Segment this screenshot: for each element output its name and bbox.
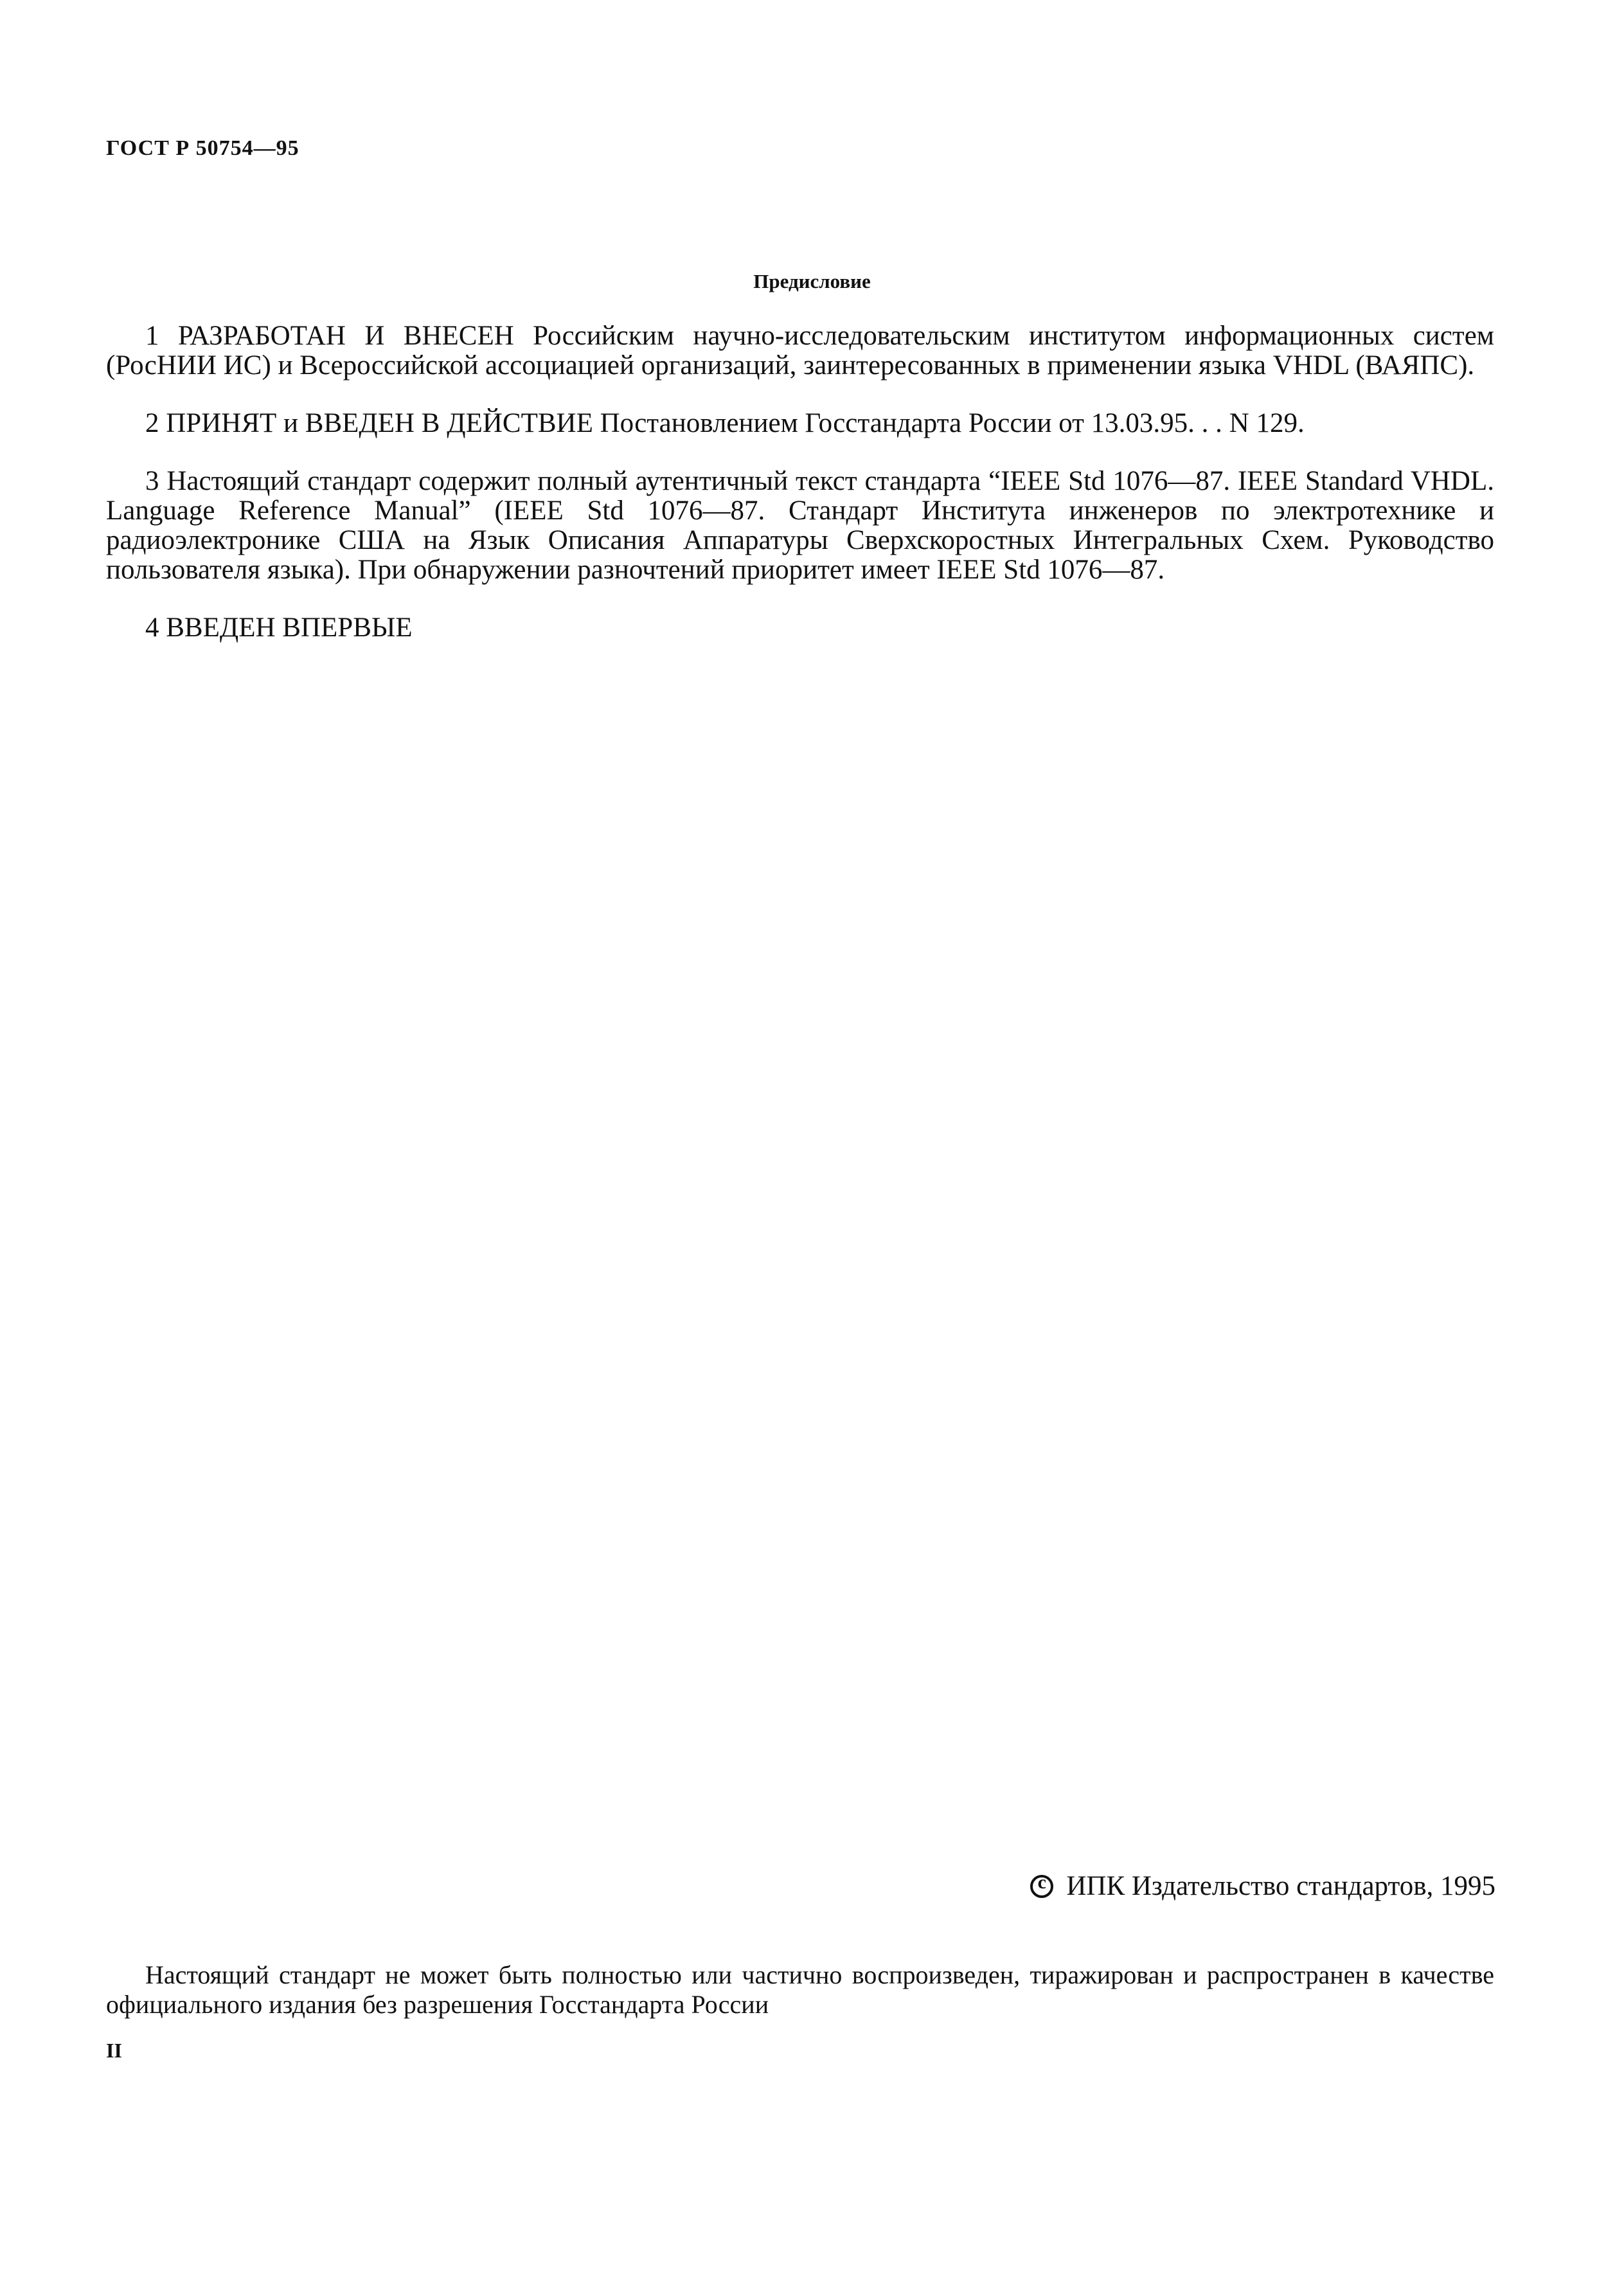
foreword-paragraph-1: 1 РАЗРАБОТАН И ВНЕСЕН Российским научно-исследовательским институтом информационных систем (РосНИИ ИС) и Всероссийской ассоциацией организаций, заинтересованных в применении языка VHDL (ВАЯПС). — [106, 321, 1494, 380]
foreword-title: Предисловие — [753, 270, 871, 292]
page-number: II — [106, 2039, 122, 2062]
copyright-icon — [1030, 1875, 1053, 1898]
foreword-paragraph-4: 4 ВВЕДЕН ВПЕРВЫЕ — [145, 613, 413, 643]
copyright-text: ИПК Издательство стандартов, 1995 — [1066, 1871, 1495, 1901]
reproduction-notice-text: Настоящий стандарт не может быть полностью или частично воспроизведен, тиражирован и распространен в качестве официального издания без разрешения Госстандарта России — [106, 1960, 1494, 2019]
copyright-line — [1030, 1870, 1495, 1902]
foreword-body — [106, 321, 1494, 671]
document-code: ГОСТ Р 50754—95 — [106, 136, 299, 160]
foreword-paragraph-3: 3 Настоящий стандарт содержит полный аутентичный текст стандарта “IEEE Std 1076—87. IEEE Standard VHDL. Language Reference Manual” (IEEE Std 1076—87. Стандарт Института инженеров по электротехнике и радиоэлектронике США на Язык Описания Аппаратуры Сверхскоростных Интегральных Схем. Руководство пользователя языка). При обнаружении разночтений приоритет имеет IEEE Std 1076—87. — [106, 466, 1494, 585]
reproduction-notice — [106, 1960, 1494, 2019]
foreword-paragraph-2: 2 ПРИНЯТ и ВВЕДЕН В ДЕЙСТВИЕ Постановлением Госстандарта России от 13.03.95. . . N 129. — [145, 408, 1305, 438]
